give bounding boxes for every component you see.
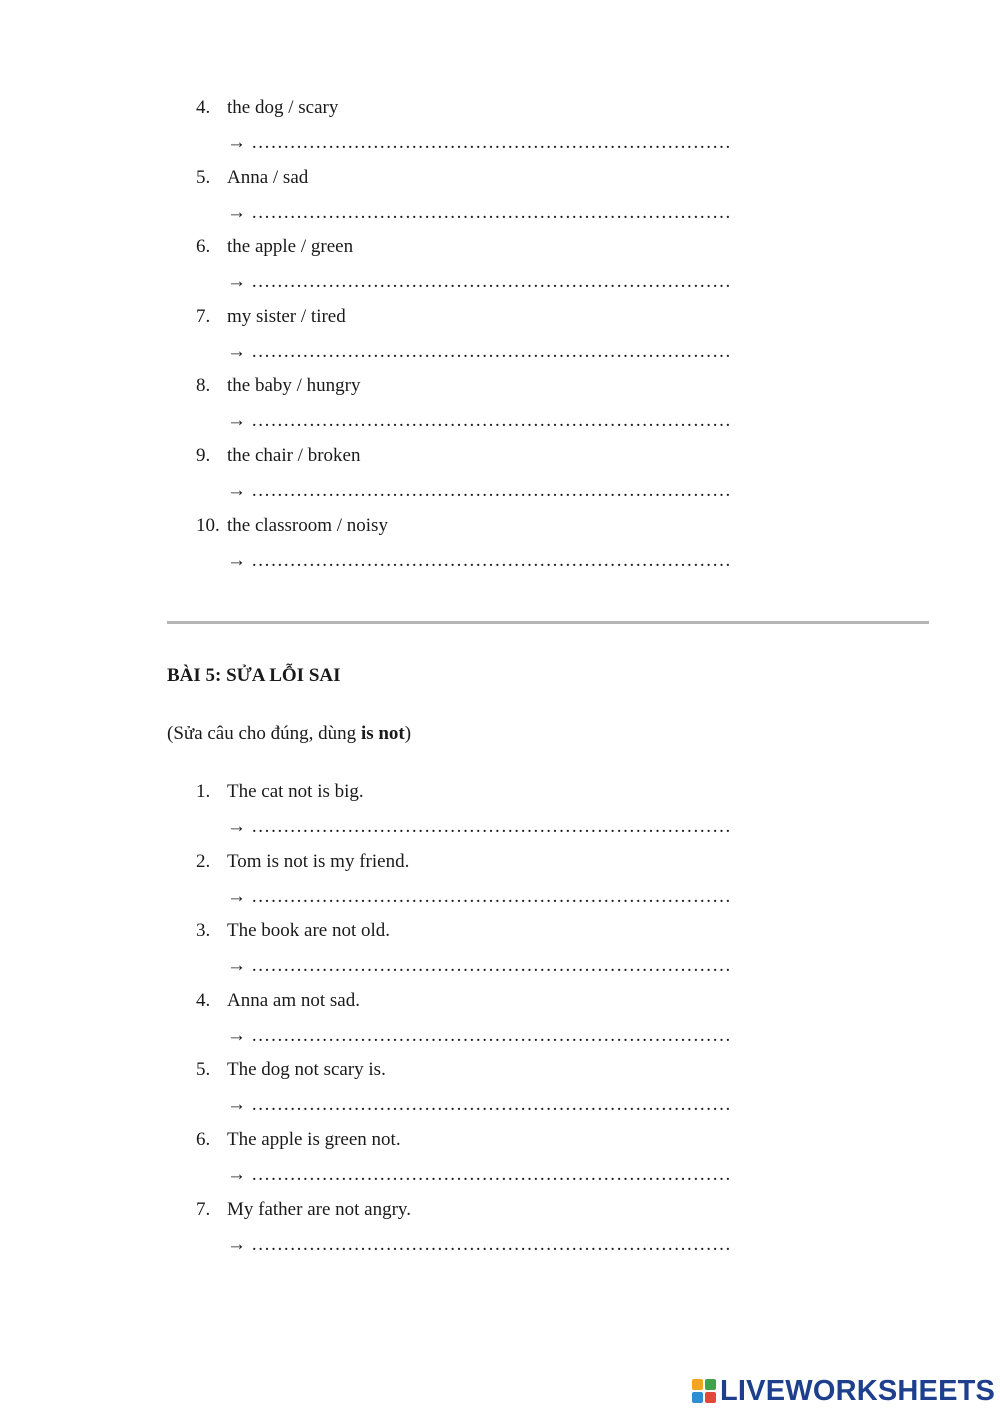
answer-blank: ………………………………………………………………… <box>251 885 732 907</box>
item-number: 6. <box>196 1128 211 1150</box>
answer-blank: ………………………………………………………………… <box>251 1024 732 1046</box>
answer-line[interactable] <box>227 340 731 364</box>
arrow-icon: → <box>227 1233 247 1255</box>
item-number: 6. <box>196 236 211 258</box>
answer-blank: ………………………………………………………………… <box>251 955 732 977</box>
answer-blank: ………………………………………………………………… <box>251 201 732 223</box>
item-number: 5. <box>196 166 211 188</box>
answer-line[interactable] <box>227 270 731 294</box>
logo-square <box>705 1392 716 1403</box>
answer-line[interactable] <box>227 549 731 573</box>
arrow-icon: → <box>227 340 247 362</box>
item-number: 7. <box>196 1198 211 1220</box>
answer-line[interactable] <box>227 479 731 503</box>
item-number: 10. <box>196 514 220 536</box>
section-divider <box>167 621 929 624</box>
item-number: 4. <box>196 989 211 1011</box>
arrow-icon: → <box>227 410 247 432</box>
item-sentence: The book are not old. <box>227 920 391 942</box>
arrow-icon: → <box>227 132 247 153</box>
item-prompt: the baby / hungry <box>227 375 361 397</box>
arrow-icon: → <box>227 549 247 571</box>
answer-line[interactable] <box>227 131 731 155</box>
item-prompt: Anna / sad <box>227 166 309 188</box>
item-number: 4. <box>196 97 211 118</box>
arrow-icon: → <box>227 1094 247 1116</box>
answer-blank: ………………………………………………………………… <box>251 549 732 571</box>
liveworksheets-logo[interactable] <box>692 1375 995 1407</box>
answer-line[interactable] <box>227 1163 731 1187</box>
item-sentence: Anna am not sad. <box>227 989 360 1011</box>
answer-blank: ………………………………………………………………… <box>251 1163 732 1185</box>
answer-blank: ………………………………………………………………… <box>251 132 732 153</box>
arrow-icon: → <box>227 1163 247 1185</box>
item-prompt: the classroom / noisy <box>227 514 388 536</box>
logo-square <box>692 1392 703 1403</box>
item-prompt: the chair / broken <box>227 444 361 466</box>
logo-text: LIVEWORKSHEETS <box>720 1374 996 1407</box>
item-number: 2. <box>196 850 211 872</box>
item-number: 7. <box>196 305 211 327</box>
item-prompt: the dog / scary <box>227 97 339 118</box>
answer-blank: ………………………………………………………………… <box>251 410 732 432</box>
item-number: 9. <box>196 444 211 466</box>
answer-blank: ………………………………………………………………… <box>251 479 732 501</box>
item-prompt: the apple / green <box>227 236 354 258</box>
arrow-icon: → <box>227 479 247 501</box>
instruction-keyword: is not <box>360 723 405 744</box>
answer-blank: ………………………………………………………………… <box>251 340 732 362</box>
item-sentence: My father are not angry. <box>227 1198 411 1220</box>
logo-mark-icon <box>692 1379 716 1403</box>
item-number: 1. <box>196 781 211 802</box>
logo-square <box>705 1379 716 1390</box>
arrow-icon: → <box>227 885 247 907</box>
answer-line[interactable] <box>227 885 731 909</box>
item-number: 5. <box>196 1059 211 1081</box>
answer-line[interactable] <box>227 1093 731 1117</box>
arrow-icon: → <box>227 816 247 837</box>
answer-line[interactable] <box>227 954 731 978</box>
logo-square <box>692 1379 703 1390</box>
instruction-text: (Sửa câu cho đúng, dùng is not) <box>167 723 412 744</box>
arrow-icon: → <box>227 955 247 977</box>
answer-line[interactable] <box>227 1024 731 1048</box>
arrow-icon: → <box>227 201 247 223</box>
answer-blank: ………………………………………………………………… <box>251 816 732 837</box>
section-title: BÀI 5: SỬA LỖI SAI <box>167 665 341 686</box>
answer-line[interactable] <box>227 815 731 839</box>
answer-line[interactable] <box>227 201 731 225</box>
item-sentence: The apple is green not. <box>227 1128 401 1150</box>
item-sentence: The dog not scary is. <box>227 1059 386 1081</box>
answer-blank: ………………………………………………………………… <box>251 271 732 293</box>
answer-blank: ………………………………………………………………… <box>251 1094 732 1116</box>
answer-line[interactable] <box>227 409 731 433</box>
item-prompt: my sister / tired <box>227 305 346 327</box>
answer-line[interactable] <box>227 1233 731 1257</box>
item-number: 3. <box>196 920 211 942</box>
arrow-icon: → <box>227 1024 247 1046</box>
item-sentence: The cat not is big. <box>227 781 364 802</box>
answer-blank: ………………………………………………………………… <box>251 1233 732 1255</box>
item-number: 8. <box>196 375 211 397</box>
item-sentence: Tom is not is my friend. <box>227 850 410 872</box>
arrow-icon: → <box>227 271 247 293</box>
